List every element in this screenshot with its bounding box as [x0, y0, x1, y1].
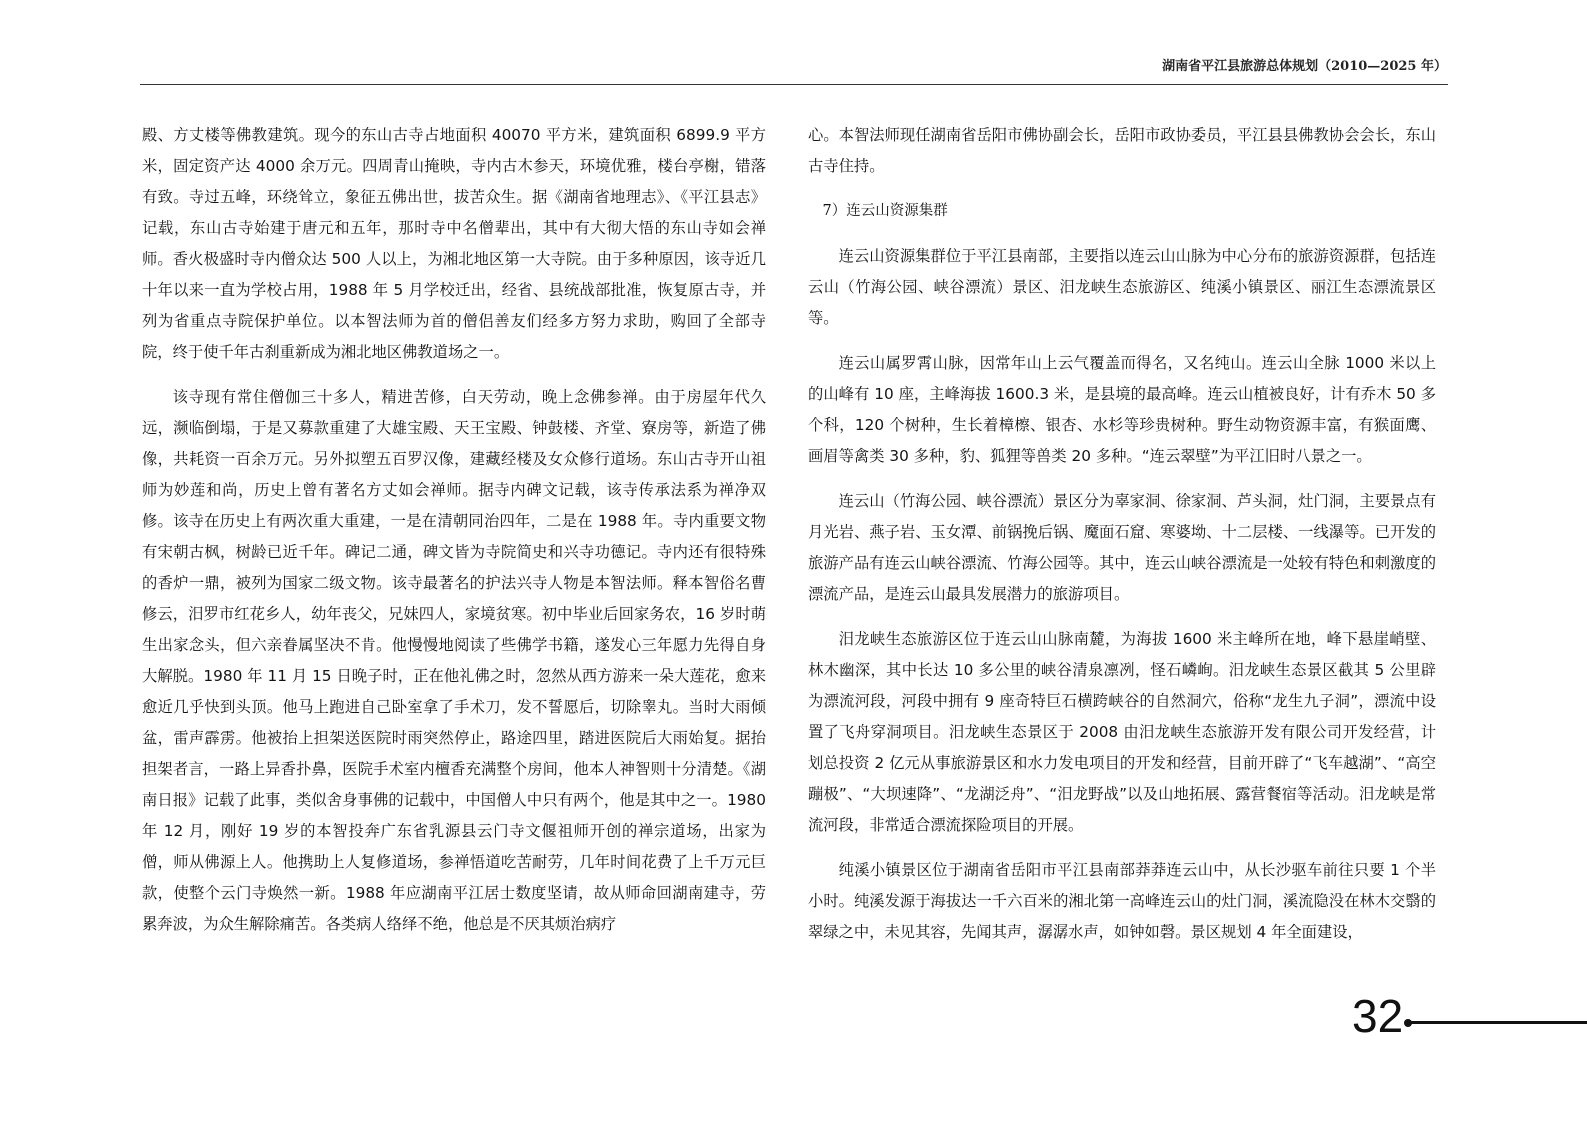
paragraph: 心。本智法师现任湖南省岳阳市佛协副会长，岳阳市政协委员，平江县县佛教协会会长，东山古寺住持。 — [808, 126, 1436, 175]
header-divider — [140, 84, 1448, 85]
paragraph: 该寺现有常住僧伽三十多人，精进苦修，白天劳动，晚上念佛参禅。由于房屋年代久远，濒临倒塌，于是又募款重建了大雄宝殿、天王宝殿、钟鼓楼、齐堂、寮房等，新造了佛像，共耗资一百余万元。另外拟塑五百罗汉像，建藏经楼及女众修行道场。东山古寺开山祖师为妙莲和尚，历史上曾有著名方丈如会禅师。据寺内碑文记载，该寺传承法系为禅净双修。该寺在历史上有两次重大重建，一是在清朝同治四年，二是在 1988 年。寺内重要文物有宋朝古枫，树龄已近千年。碑记二通，碑文皆为寺院简史和兴寺功德记。寺内还有很特殊的香炉一鼎，被列为国家二级文物。该寺最著名的护法兴寺人物是本智法师。释本智俗名曹修云，汨罗市红花乡人，幼年丧父，兄妹四人，家境贫寒。初中毕业后回家务农，16 岁时萌生出家念头，但六亲眷属坚决不肯。他慢慢地阅读了些佛学书籍，遂发心三年愿力先得自身大解脱。1980 年 11 月 15 日晚子时，正在他礼佛之时，忽然从西方游来一朵大莲花，愈来愈近几乎快到头顶。他马上跑进自己卧室拿了手术刀，发不誓愿后，切除睾丸。当时大雨倾盆，雷声霹雳。他被抬上担架送医院时雨突然停止，路途四里，踏进医院后大雨始复。据抬担架者言，一路上异香扑鼻，医院手术室内檀香充满整个房间，他本人神智则十分清楚。《湖南日报》记载了此事，类似舍身事佛的记载中，中国僧人中只有两个，他是其中之一。1980 年 12 月，刚好 19 岁的本智投奔广东省乳源县云门寺文偃祖师开创的禅宗道场，出家为僧，师从佛源上人。他携助上人复修道场，参禅悟道吃苦耐劳，几年时间花费了上千万元巨款，使整个云门寺焕然一新。1988 年应湖南平江居士数度坚请，故从师命回湖南建寺，劳累奔波，为众生解除痛苦。各类病人络绎不绝，他总是不厌其烦治病疗 — [142, 388, 766, 933]
left-column — [142, 120, 766, 954]
paragraph: 连云山属罗霄山脉，因常年山上云气覆盖而得名，又名纯山。连云山全脉 1000 米以上的山峰有 10 座，主峰海拔 1600.3 米，是县境的最高峰。连云山植被良好，计有乔木 50 多个科，120 个树种，生长着樟檫、银杏、水杉等珍贵树种。野生动物资源丰富，有猴面鹰、画眉等禽类 30 多种，豹、狐狸等兽类 20 多种。“连云翠壁”为平江旧时八景之一。 — [808, 354, 1436, 465]
page-number-line — [1410, 1021, 1587, 1024]
page-number: 32 — [1352, 990, 1404, 1042]
paragraph: 连云山资源集群位于平江县南部，主要指以连云山山脉为中心分布的旅游资源群，包括连云山（竹海公园、峡谷漂流）景区、汨龙峡生态旅游区、纯溪小镇景区、丽江生态漂流景区等。 — [808, 247, 1436, 327]
paragraph: 殿、方丈楼等佛教建筑。现今的东山古寺占地面积 40070 平方米，建筑面积 6899.9 平方米，固定资产达 4000 余万元。四周青山掩映，寺内古木参天，环境优雅，楼台亭榭，错落有致。寺过五峰，环绕耸立，象征五佛出世，拔苦众生。据《湖南省地理志》、《平江县志》记载，东山古寺始建于唐元和五年，那时寺中名僧辈出，其中有大彻大悟的东山寺如会禅师。香火极盛时寺内僧众达 500 人以上，为湘北地区第一大寺院。由于多种原因，该寺近几十年以来一直为学校占用，1988 年 5 月学校迁出，经省、县统战部批准，恢复原古寺，并列为省重点寺院保护单位。以本智法师为首的僧侣善友们经多方努力求助，购回了全部寺院，终于使千年古刹重新成为湘北地区佛教道场之一。 — [142, 126, 766, 361]
header-title: 湖南省平江县旅游总体规划（2010—2025 年） — [1162, 59, 1447, 74]
section-heading: 7）连云山资源集群 — [822, 203, 948, 219]
paragraph: 纯溪小镇景区位于湖南省岳阳市平江县南部莽莽连云山中，从长沙驱车前往只要 1 个半小时。纯溪发源于海拔达一千六百米的湘北第一高峰连云山的灶门洞，溪流隐没在林木交翳的翠绿之中，未见其容，先闻其声，潺潺水声，如钟如磬。景区规划 4 年全面建设， — [808, 861, 1436, 941]
paragraph: 汨龙峡生态旅游区位于连云山山脉南麓，为海拔 1600 米主峰所在地，峰下悬崖峭壁、林木幽深，其中长达 10 多公里的峡谷清泉凛冽，怪石嶙峋。汨龙峡生态景区截其 5 公里辟为漂流河段，河段中拥有 9 座奇特巨石横跨峡谷的自然洞穴，俗称“龙生九子洞”，漂流中设置了飞舟穿洞项目。汨龙峡生态景区于 2008 由汨龙峡生态旅游开发有限公司开发经营，计划总投资 2 亿元从事旅游景区和水力发电项目的开发和经营，目前开辟了“飞车越湖”、“高空蹦极”、“大坝速降”、“龙湖泛舟”、“汨龙野战”以及山地拓展、露营餐宿等活动。汨龙峡是常流河段，非常适合漂流探险项目的开展。 — [808, 630, 1436, 834]
right-column — [808, 120, 1436, 962]
paragraph: 连云山（竹海公园、峡谷漂流）景区分为辜家洞、徐家洞、芦头洞，灶门洞，主要景点有月光岩、燕子岩、玉女潭、前锅挽后锅、魔面石窟、寒婆坳、十二层楼、一线瀑等。已开发的旅游产品有连云山峡谷漂流、竹海公园等。其中，连云山峡谷漂流是一处较有特色和刺激度的漂流产品，是连云山最具发展潜力的旅游项目。 — [808, 492, 1436, 603]
